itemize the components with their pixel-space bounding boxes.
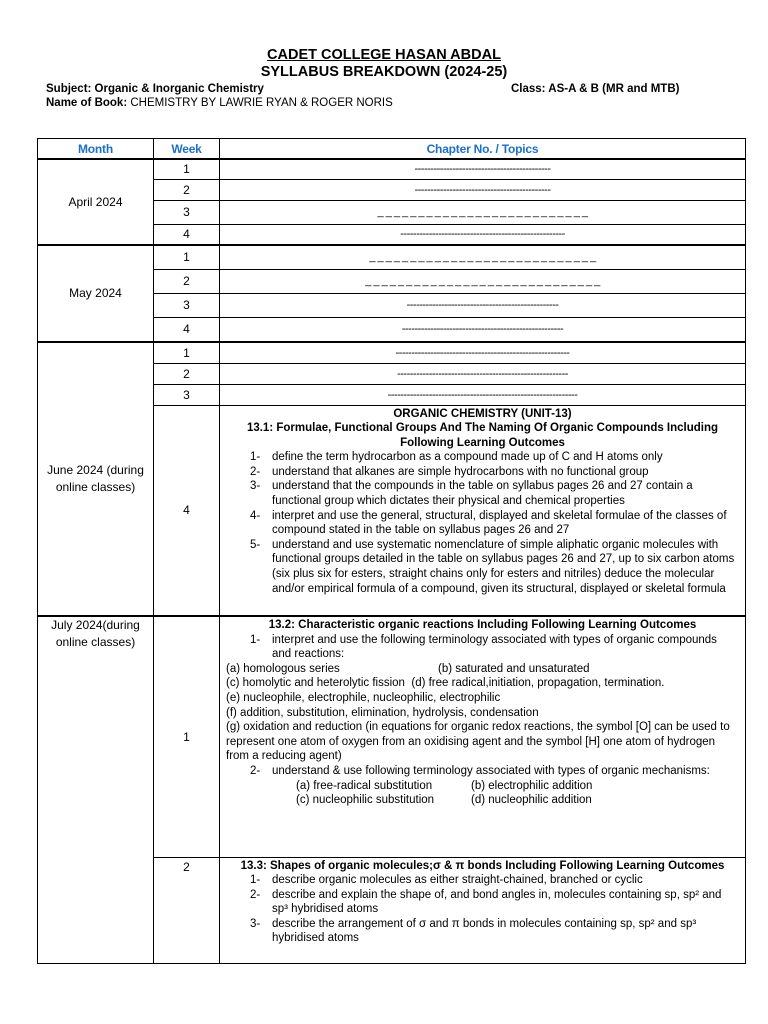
syllabus-table bbox=[37, 138, 746, 964]
mechanism-list bbox=[250, 779, 739, 808]
topic-placeholder: ------------------------------------------------------ bbox=[220, 363, 746, 384]
topic-placeholder: ------------------------------------------------------------ bbox=[220, 384, 746, 405]
mech-b: (b) electrophilic addition bbox=[471, 779, 593, 792]
section-heading: 13.1: Formulae, Functional Groups And The Naming Of Organic Compounds Including Following Learning Outcomes bbox=[246, 422, 719, 449]
week-cell: 3 bbox=[154, 293, 220, 317]
month-may: May 2024 bbox=[38, 245, 154, 342]
month-july: July 2024(during online classes) bbox=[38, 616, 154, 963]
section-heading: 13.3: Shapes of organic molecules;σ & π bonds Including Following Learning Outcomes bbox=[240, 859, 725, 872]
table-row bbox=[38, 342, 746, 363]
college-title: CADET COLLEGE HASAN ABDAL bbox=[267, 47, 501, 63]
term-cd: (c) homolytic and heterolytic fission (d) free radical,initiation, propagation, termination. bbox=[226, 677, 665, 690]
topic-placeholder: ------------------------------------------- bbox=[220, 159, 746, 179]
week-cell: 2 bbox=[154, 179, 220, 200]
week-cell: 2 bbox=[154, 363, 220, 384]
list-item: 4- interpret and use the general, structural, displayed and skeletal formulae of the classes of compound stated in the table on syllabus pages 26 and 27 bbox=[250, 509, 727, 537]
month-column-header: Month bbox=[38, 139, 154, 160]
list-item: 2- understand that alkanes are simple hydrocarbons with no functional group bbox=[250, 465, 649, 478]
topic-placeholder: --------------------------------------------------- bbox=[220, 317, 746, 342]
document-title: SYLLABUS BREAKDOWN (2024-25) bbox=[260, 64, 508, 80]
topic-placeholder: _ _ _ _ _ _ _ _ _ _ _ _ _ _ _ _ _ _ _ _ _ _ _ _ _ _ _ _ bbox=[220, 245, 746, 269]
learning-outcomes-list bbox=[250, 450, 739, 596]
list-item: 1- define the term hydrocarbon as a compound made up of C and H atoms only bbox=[250, 451, 663, 464]
week-cell: 1 bbox=[154, 245, 220, 269]
list-item: 1- interpret and use the following terminology associated with types of organic compounds and reactions: bbox=[250, 633, 717, 661]
term-f: (f) addition, substitution, elimination, hydrolysis, condensation bbox=[226, 706, 539, 719]
week-cell: 4 bbox=[154, 317, 220, 342]
term-a: (a) homologous series bbox=[226, 662, 340, 675]
term-g: (g) oxidation and reduction (in equations for organic redox reactions, the symbol [O] can be used to represent one atom of oxygen from an oxidising agent and the symbol [H] one atom of hydrogen from a reducing agent) bbox=[226, 721, 730, 763]
list-item: 2- understand & use following terminology associated with types of organic mechanisms: bbox=[250, 764, 710, 777]
mech-a: (a) free-radical substitution bbox=[296, 779, 433, 792]
topics-column-header: Chapter No. / Topics bbox=[220, 139, 746, 160]
class-label: Class: AS-A & B (MR and MTB) bbox=[511, 83, 680, 95]
week-column-header: Week bbox=[154, 139, 220, 160]
term-e: (e) nucleophile, electrophile, nucleophilic, electrophilic bbox=[226, 691, 501, 704]
topic-cell-unit13-1 bbox=[220, 405, 746, 616]
book-label: Name of Book: CHEMISTRY BY LAWRIE RYAN & ROGER NORIS bbox=[46, 97, 393, 109]
topic-placeholder: _ _ _ _ _ _ _ _ _ _ _ _ _ _ _ _ _ _ _ _ _ _ _ _ _ _ bbox=[220, 200, 746, 224]
topic-placeholder: ------------------------------------------- bbox=[220, 179, 746, 200]
term-b: (b) saturated and unsaturated bbox=[438, 662, 590, 675]
list-item: 3- understand that the compounds in the table on syllabus pages 26 and 27 contain a functional group which dictates their physical and chemical properties bbox=[250, 480, 693, 508]
table-header-row bbox=[38, 139, 746, 160]
list-item: 2- describe and explain the shape of, and bond angles in, molecules containing sp, sp² and sp³ hybridised atoms bbox=[250, 888, 722, 916]
topic-placeholder: ---------------------------------------------------- bbox=[220, 224, 746, 245]
topic-cell-unit13-3 bbox=[220, 857, 746, 963]
week-cell: 1 bbox=[154, 159, 220, 179]
week-cell: 2 bbox=[154, 269, 220, 293]
topic-placeholder: ------------------------------------------------------- bbox=[220, 342, 746, 363]
unit-heading: ORGANIC CHEMISTRY (UNIT-13) bbox=[393, 407, 572, 420]
subject-label: Subject: Organic & Inorganic Chemistry bbox=[46, 83, 264, 95]
week-cell: 4 bbox=[154, 224, 220, 245]
section-heading: 13.2: Characteristic organic reactions Including Following Learning Outcomes bbox=[268, 619, 697, 631]
week-cell: 3 bbox=[154, 200, 220, 224]
learning-outcomes-list bbox=[250, 764, 739, 779]
list-item: 5- understand and use systematic nomenclature of simple aliphatic organic molecules with functional groups detailed in the table on syllabus pages 26 and 27, up to six carbon atoms (six plus six for esters, straight chains only for esters and nitriles) deduce the molecular and/or empirical formula of a compound, given its structural, displayed or skeletal formula bbox=[250, 538, 735, 595]
topic-placeholder: _ _ _ _ _ _ _ _ _ _ _ _ _ _ _ _ _ _ _ _ _ _ _ _ _ _ _ _ _ bbox=[220, 269, 746, 293]
week-cell: 4 bbox=[154, 405, 220, 616]
week-cell: 3 bbox=[154, 384, 220, 405]
learning-outcomes-list bbox=[250, 873, 739, 946]
week-cell: 1 bbox=[154, 342, 220, 363]
list-item: 1- describe organic molecules as either straight-chained, branched or cyclic bbox=[250, 874, 643, 887]
mech-d: (d) nucleophilic addition bbox=[471, 794, 592, 807]
table-row bbox=[38, 159, 746, 179]
topic-cell-unit13-2 bbox=[220, 616, 746, 857]
table-row bbox=[38, 245, 746, 269]
week-cell: 2 bbox=[154, 857, 220, 963]
list-item: 3- describe the arrangement of σ and π bonds in molecules containing sp, sp² and sp³ hybridised atoms bbox=[250, 917, 697, 945]
month-june: June 2024 (during online classes) bbox=[38, 342, 154, 616]
month-april: April 2024 bbox=[38, 159, 154, 245]
table-row bbox=[38, 616, 746, 857]
terminology-list bbox=[226, 662, 739, 764]
learning-outcomes-list bbox=[250, 633, 739, 662]
topic-placeholder: ------------------------------------------------ bbox=[220, 293, 746, 317]
week-cell: 1 bbox=[154, 616, 220, 857]
mech-c: (c) nucleophilic substitution bbox=[296, 794, 435, 807]
